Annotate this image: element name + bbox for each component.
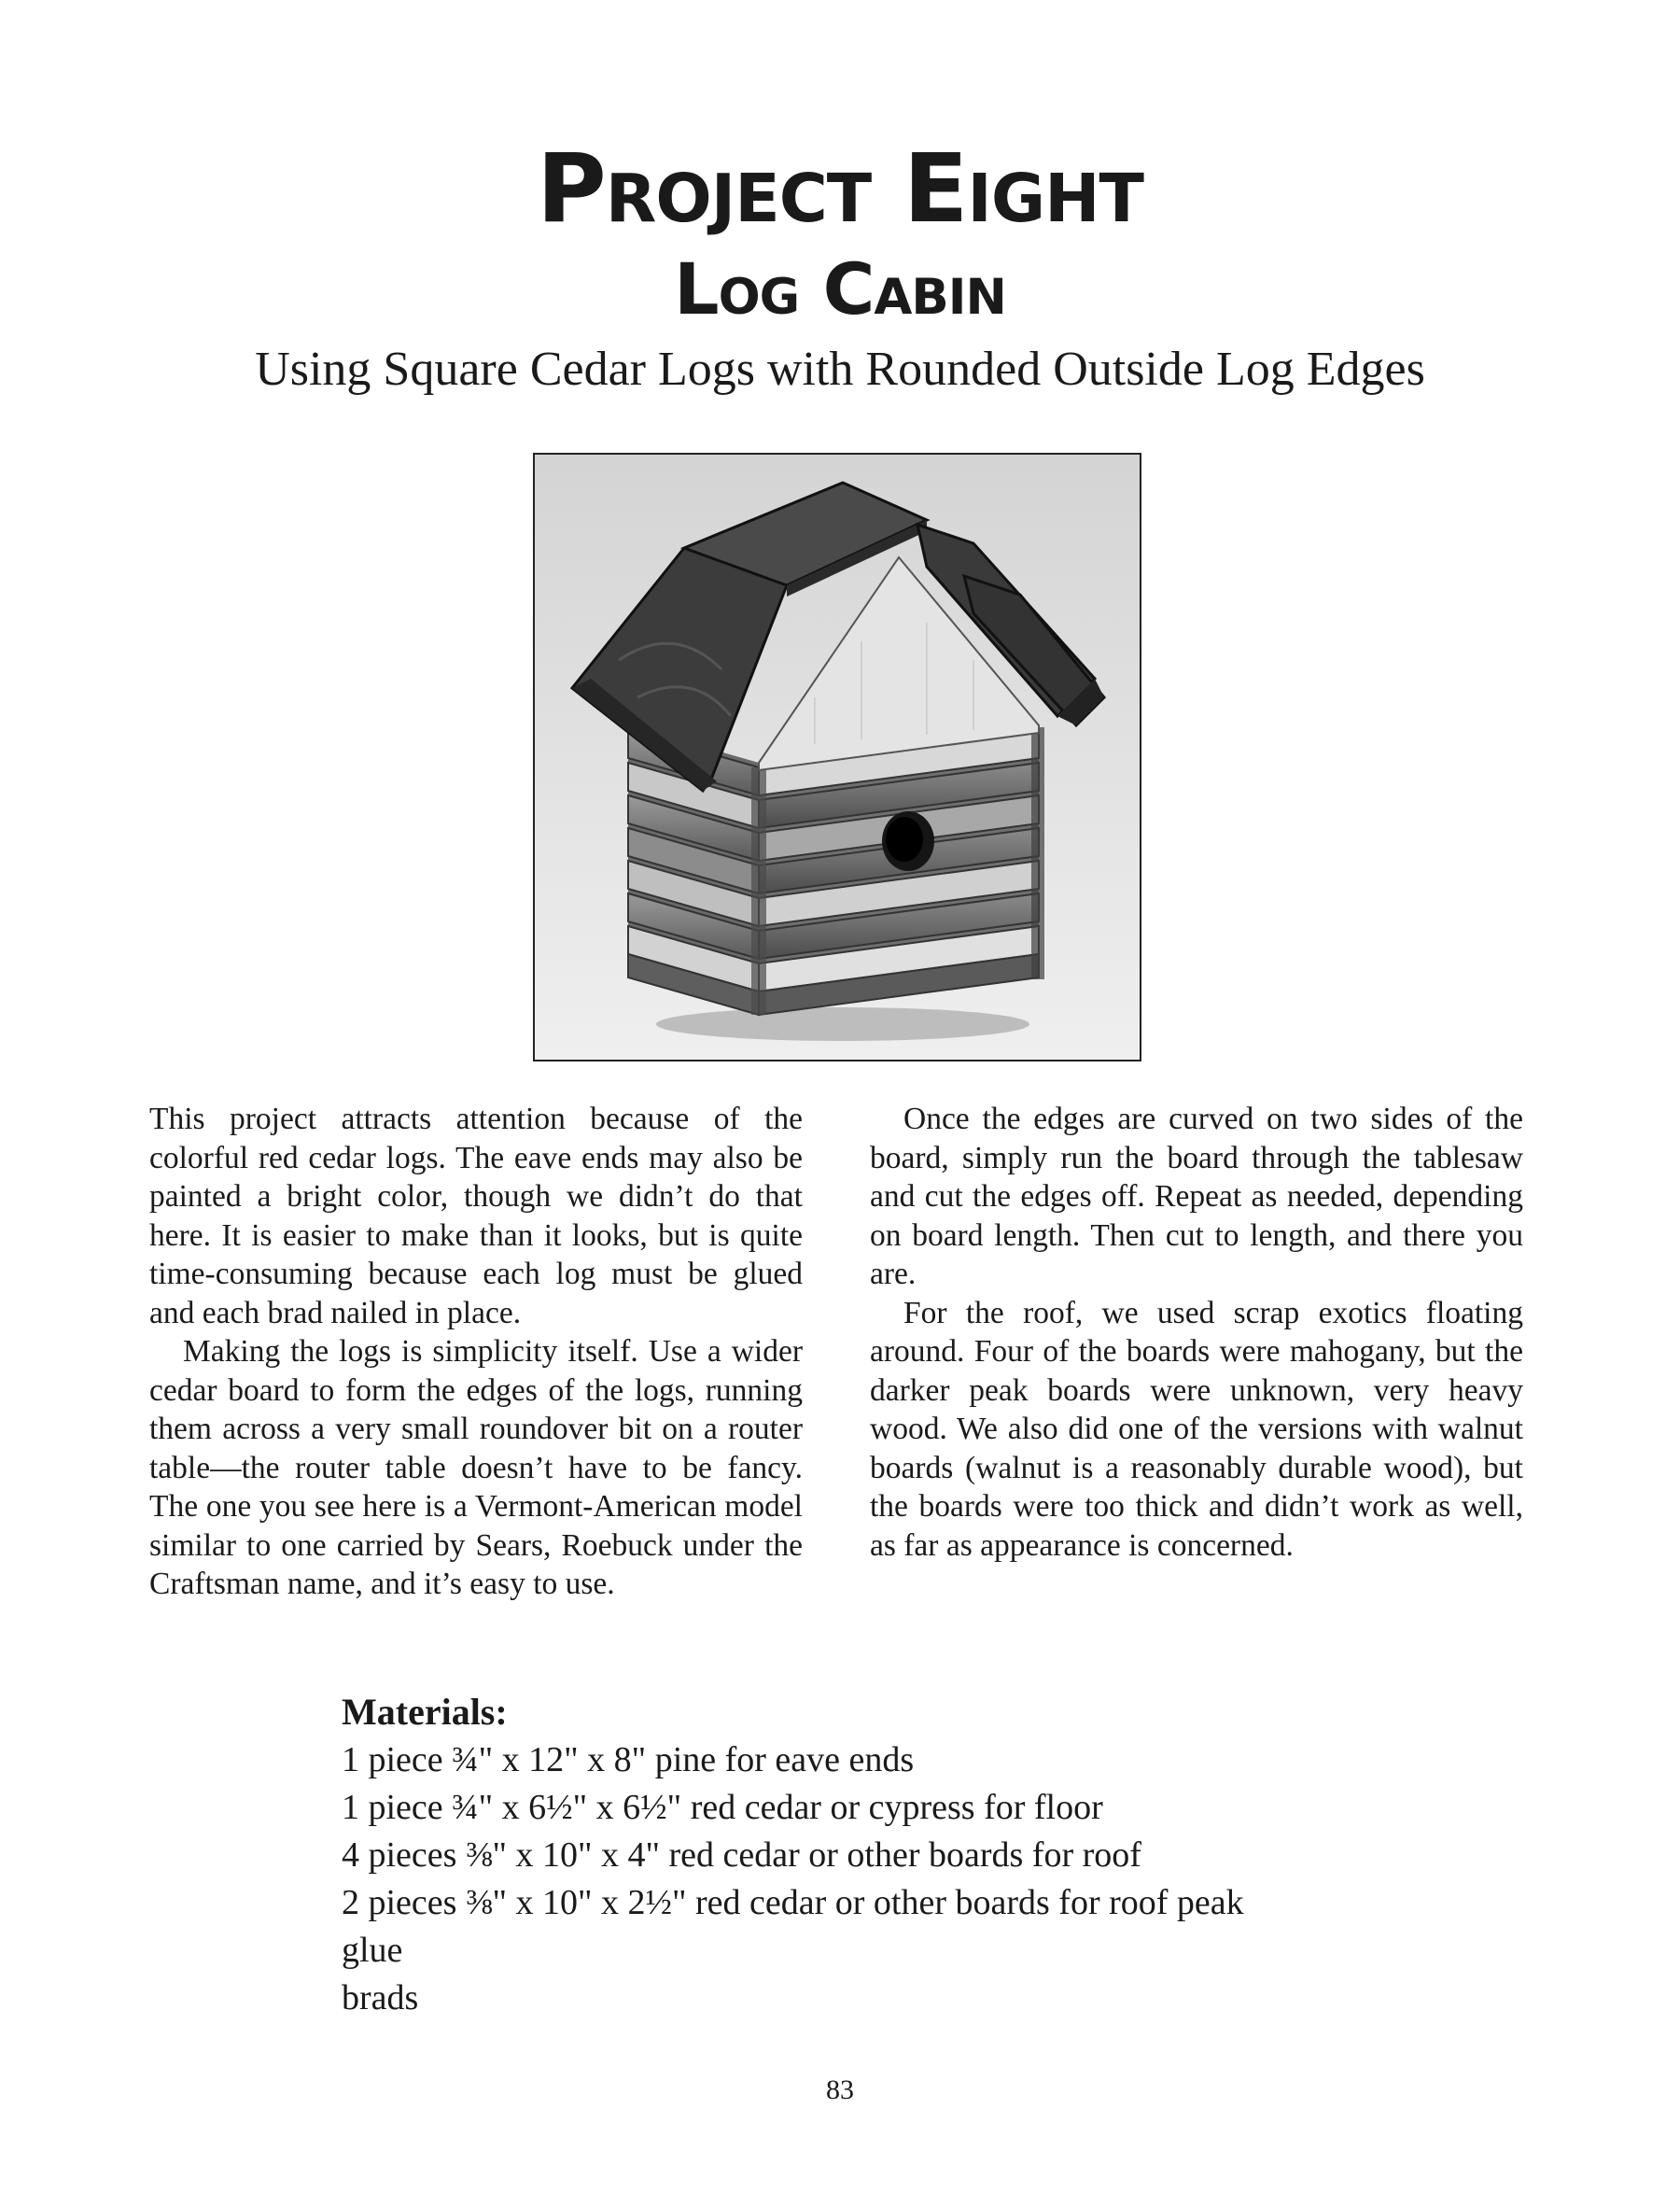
- materials-items: [342, 1736, 1462, 2022]
- log-cabin-birdhouse-illustration: [535, 455, 1140, 1060]
- left-column: [149, 1100, 803, 1604]
- page-number: 83: [826, 2074, 854, 2105]
- list-item: 4 pieces ⅜" x 10" x 4" red cedar or other boards for roof: [342, 1835, 1141, 1875]
- paragraph: For the roof, we used scrap exotics floating around. Four of the boards were mahogany, but the darker peak boards were unknown, very heavy wood. We also did one of the versions with walnut boards (walnut is a reasonably durable wood), but the boards were too thick and didn’t work as well, as far as appearance is concerned.: [870, 1295, 1523, 1563]
- list-item: brads: [342, 1978, 419, 2017]
- materials-list: [342, 1688, 1462, 2022]
- list-item: glue: [342, 1931, 403, 1970]
- list-item: 1 piece ¾" x 12" x 8" pine for eave ends: [342, 1740, 915, 1779]
- right-column: [870, 1100, 1523, 1565]
- paragraph: Making the logs is simplicity itself. Use a wider cedar board to form the edges of the logs, running them across a very small roundover bit on a router table—the router table doesn’t have to be fancy. The one you see here is a Vermont-American model similar to one carried by Sears, Roebuck under the Craftsman name, and it’s easy to use.: [149, 1334, 803, 1601]
- page-tagline: Using Square Cedar Logs with Rounded Outside Log Edges: [255, 343, 1425, 396]
- page-subtitle: Log Cabin: [674, 247, 1006, 330]
- list-item: 1 piece ¾" x 6½" x 6½" red cedar or cypress for floor: [342, 1788, 1103, 1827]
- paragraph: This project attracts attention because of the colorful red cedar logs. The eave ends may also be painted a bright color, though we didn’t do that here. It is easier to make than it looks, but is quite time-consuming because each log must be glued and each brad nailed in place.: [149, 1102, 803, 1330]
- paragraph: Once the edges are curved on two sides of the board, simply run the board through the tablesaw and cut the edges off. Repeat as needed, depending on board length. Then cut to length, and there you are.: [870, 1102, 1523, 1291]
- list-item: 2 pieces ⅜" x 10" x 2½" red cedar or other boards for roof peak: [342, 1883, 1244, 1922]
- materials-heading: Materials:: [342, 1691, 508, 1733]
- page-title: Project Eight: [537, 134, 1143, 245]
- birdhouse-photo: [533, 453, 1141, 1061]
